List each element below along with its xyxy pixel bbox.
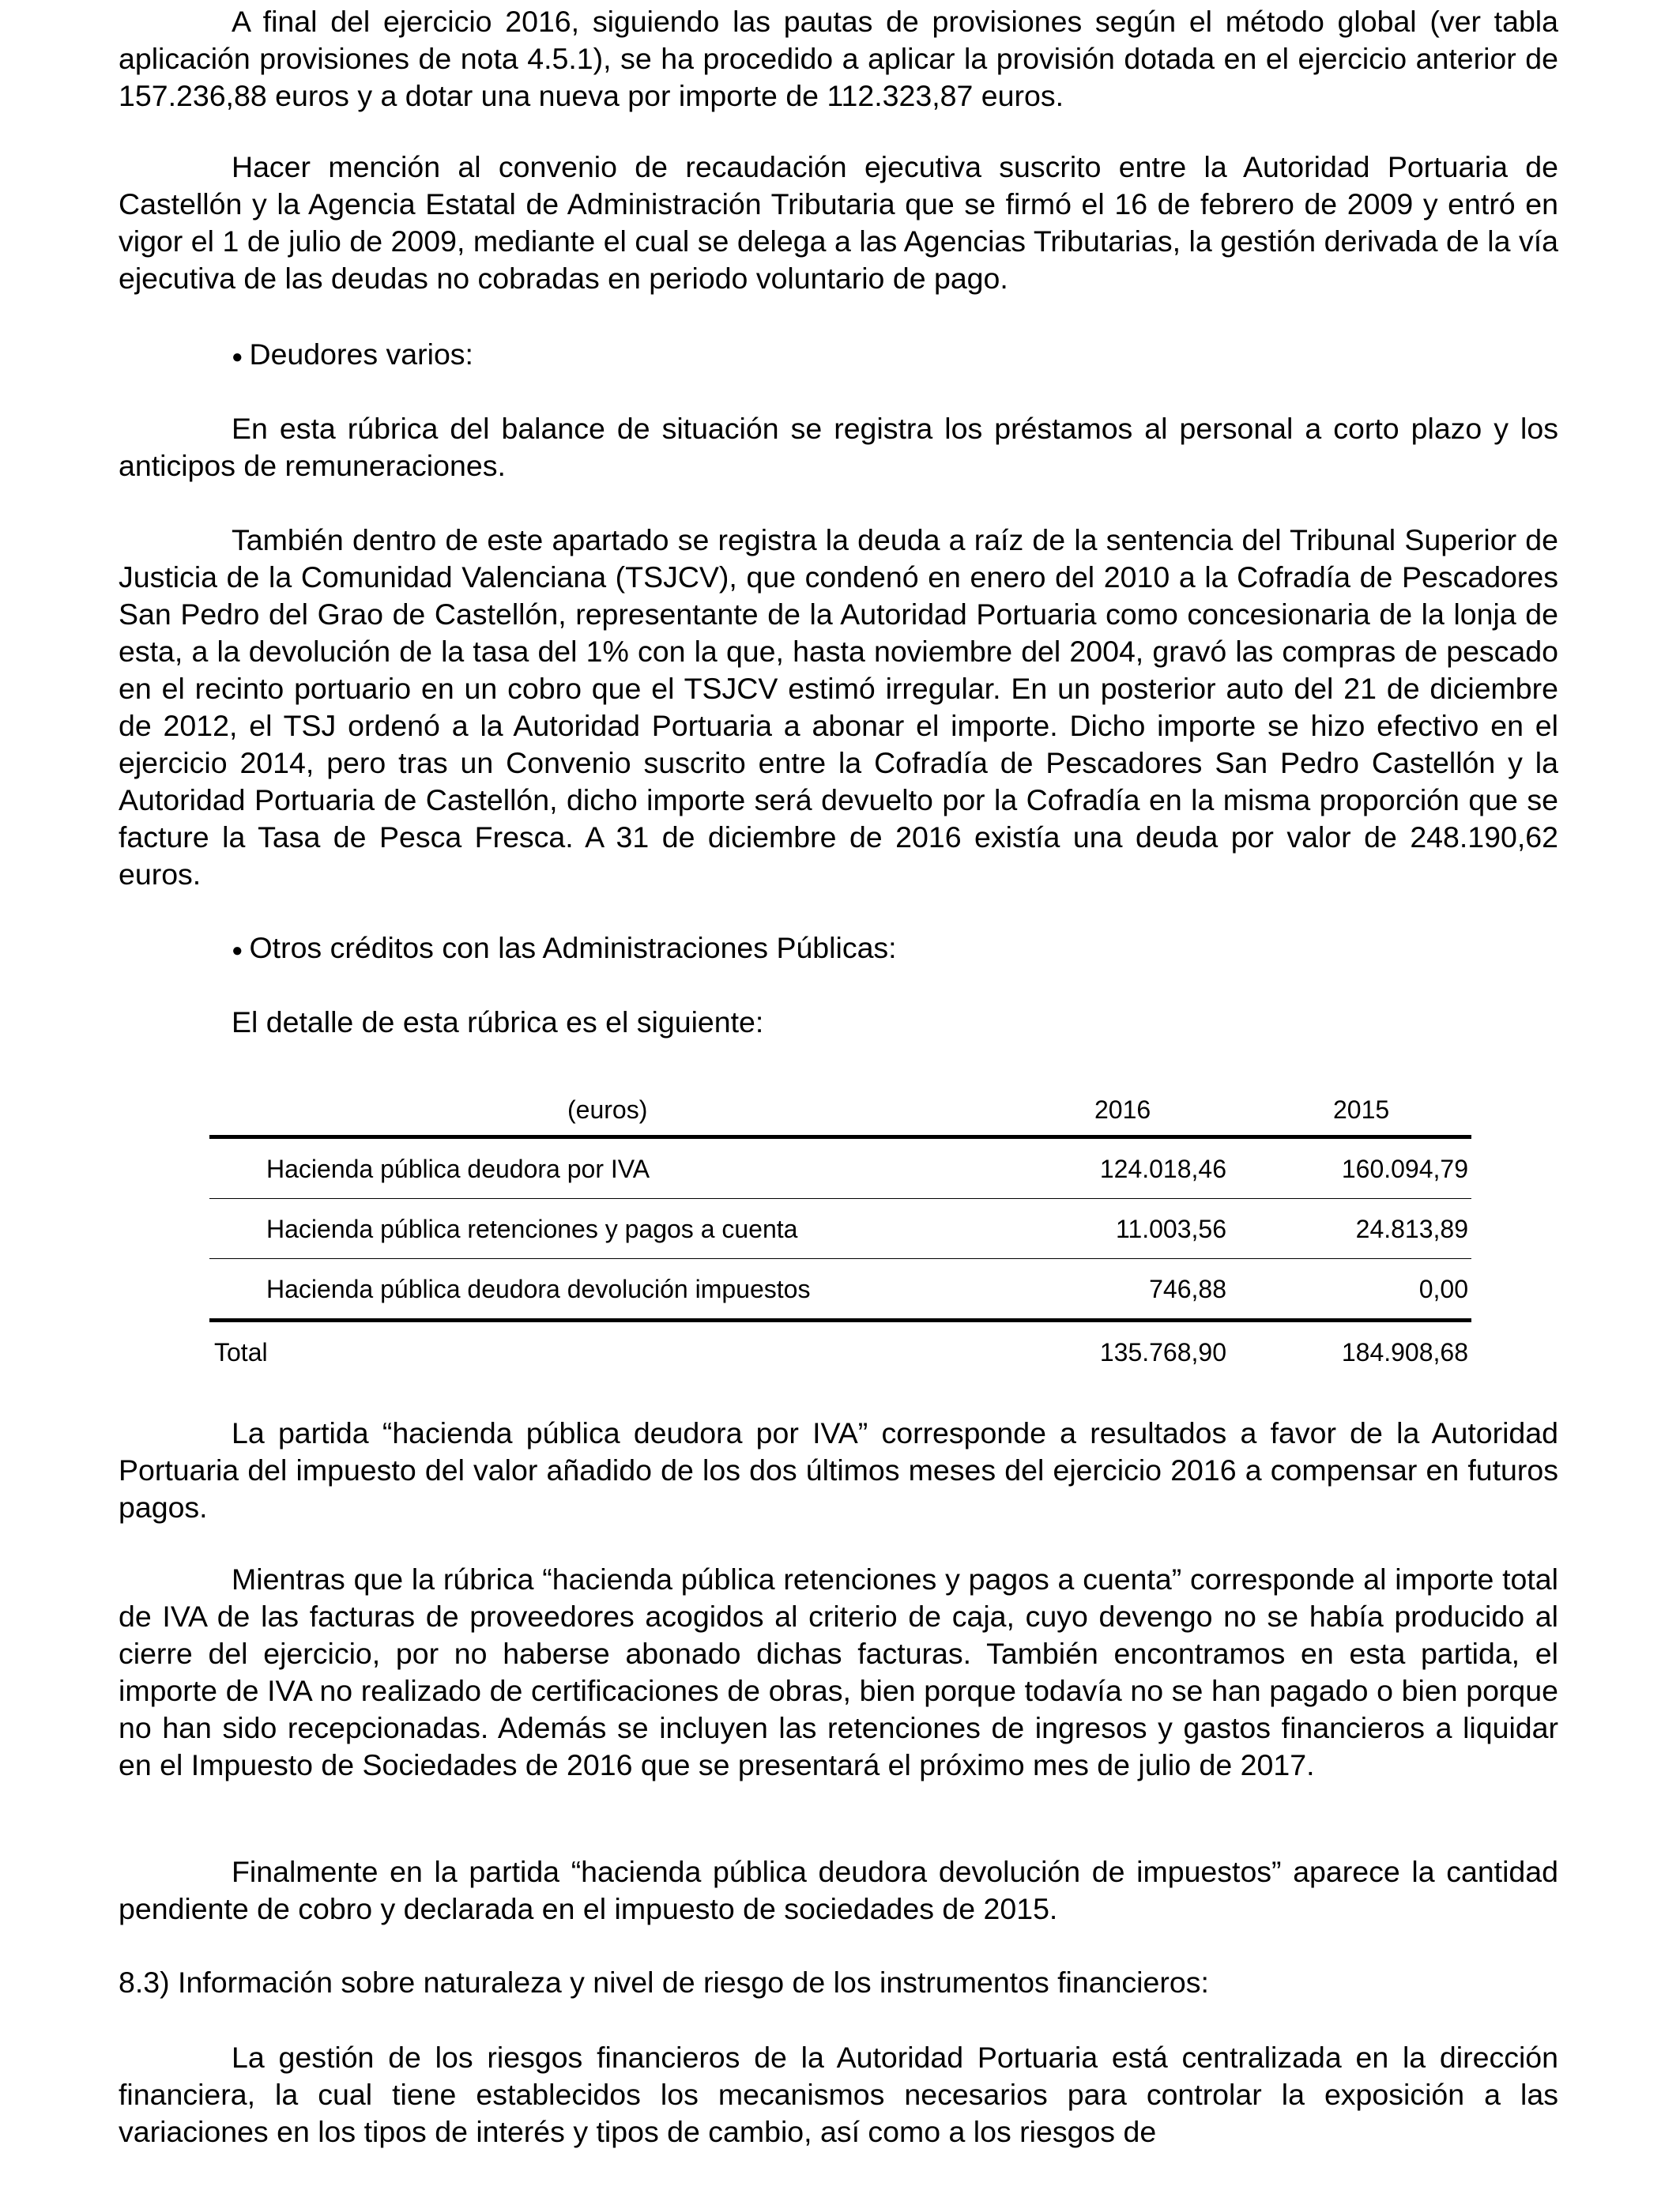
row-label: Hacienda pública deudora por IVA	[266, 1155, 650, 1183]
section-heading-8-3: 8.3) Información sobre naturaleza y nivel de riesgo de los instrumentos financieros:	[119, 1966, 1209, 1999]
header-year-2015: 2015	[1333, 1095, 1390, 1124]
table-total-row	[209, 1322, 1471, 1382]
paragraph-prestamos-personal: En esta rúbrica del balance de situación se registra los préstamos al personal a corto plazo y los anticipos de remuneraciones.	[119, 412, 1558, 482]
row-value-2016: 124.018,46	[1099, 1155, 1226, 1183]
bullet-otros-creditos	[119, 929, 897, 969]
paragraph-provisiones: A final del ejercicio 2016, siguiendo las pautas de provisiones según el método global (ver tabla aplicación provisiones de nota 4.5.1), se ha procedido a aplicar la provisión dotada en el ejercicio anterior de 157.236,88 euros y a dotar una nueva por importe de 112.323,87 euros.	[119, 5, 1558, 112]
paragraph-gestion-riesgos: La gestión de los riesgos financieros de la Autoridad Portuaria está centralizada en la dirección financiera, la cual tiene establecidos los mecanismos necesarios para controlar la exposición a las variaciones en los tipos de interés y tipos de cambio, así como a los riesgos de	[119, 2041, 1558, 2148]
paragraph-convenio-recaudacion: Hacer mención al convenio de recaudación ejecutiva suscrito entre la Autoridad Portuaria de Castellón y la Agencia Estatal de Administración Tributaria que se firmó el 16 de febrero de 2009 y entró en vigor el 1 de julio de 2009, mediante el cual se delega a las Agencias Tributarias, la gestión derivada de la vía ejecutiva de las deudas no cobradas en periodo voluntario de pago.	[119, 150, 1558, 295]
row-value-2015: 160.094,79	[1341, 1155, 1468, 1183]
header-units: (euros)	[567, 1095, 648, 1124]
paragraph-sentencia-tsjcv: También dentro de este apartado se registra la deuda a raíz de la sentencia del Tribunal Superior de Justicia de la Comunidad Valenciana (TSJCV), que condenó en enero del 2010 a la Cofradía de Pescadores San Pedro del Grao de Castellón, representante de la Autoridad Portuaria como concesionaria de la lonja de esta, a la devolución de la tasa del 1% con la que, hasta noviembre del 2004, gravó las compras de pescado en el recinto portuario en un cobro que el TSJCV estimó irregular. En un posterior auto del 21 de diciembre de 2012, el TSJ ordenó a la Autoridad Portuaria a abonar el importe. Dicho importe se hizo efectivo en el ejercicio 2014, pero tras un Convenio suscrito entre la Cofradía de Pescadores San Pedro Castellón y la Autoridad Portuaria de Castellón, dicho importe será devuelto por la Cofradía en la misma proporción que se facture la Tasa de Pesca Fresca. A 31 de diciembre de 2016 existía una deuda por valor de 248.190,62 euros.	[119, 523, 1558, 891]
bullet-icon: ●	[232, 939, 243, 961]
row-value-2015: 0,00	[1418, 1275, 1468, 1303]
table-header	[209, 1089, 1471, 1139]
bullet-text: Otros créditos con las Administraciones Públicas:	[249, 931, 897, 964]
total-label: Total	[214, 1338, 268, 1367]
paragraph-retenciones: Mientras que la rúbrica “hacienda pública retenciones y pagos a cuenta” corresponde al importe total de IVA de las facturas de proveedores acogidos al criterio de caja, cuyo devengo no se había producido al cierre del ejercicio, por no haberse abonado dichas facturas. También encontramos en esta partida, el importe de IVA no realizado de certificaciones de obras, bien porque todavía no se han pagado o bien porque no han sido recepcionadas. Además se incluyen las retenciones de ingresos y gastos financieros a liquidar en el Impuesto de Sociedades de 2016 que se presentará el próximo mes de julio de 2017.	[119, 1563, 1558, 1781]
total-value-2016: 135.768,90	[1099, 1338, 1226, 1367]
row-label: Hacienda pública deudora devolución impuestos	[266, 1275, 811, 1303]
paragraph-hacienda-iva: La partida “hacienda pública deudora por IVA” corresponde a resultados a favor de la Autoridad Portuaria del impuesto del valor añadido de los dos últimos meses del ejercicio 2016 a compensar en futuros pagos.	[119, 1416, 1558, 1524]
table-row	[209, 1259, 1471, 1322]
paragraph-devolucion-impuestos: Finalmente en la partida “hacienda pública deudora devolución de impuestos” aparece la cantidad pendiente de cobro y declarada en el impuesto de sociedades de 2015.	[119, 1855, 1558, 1925]
bullet-text: Deudores varios:	[249, 337, 473, 371]
administraciones-publicas-table	[209, 1089, 1471, 1382]
table-row	[209, 1199, 1471, 1259]
bullet-deudores-varios	[119, 336, 473, 375]
total-value-2015: 184.908,68	[1341, 1338, 1468, 1367]
paragraph-detalle-rubrica: El detalle de esta rúbrica es el siguiente:	[232, 1005, 764, 1039]
row-value-2015: 24.813,89	[1355, 1215, 1468, 1243]
bullet-icon: ●	[232, 345, 243, 368]
row-value-2016: 11.003,56	[1116, 1215, 1226, 1243]
row-value-2016: 746,88	[1149, 1275, 1226, 1303]
header-year-2016: 2016	[1094, 1095, 1151, 1124]
row-label: Hacienda pública retenciones y pagos a cuenta	[266, 1215, 798, 1243]
table-row	[209, 1139, 1471, 1199]
